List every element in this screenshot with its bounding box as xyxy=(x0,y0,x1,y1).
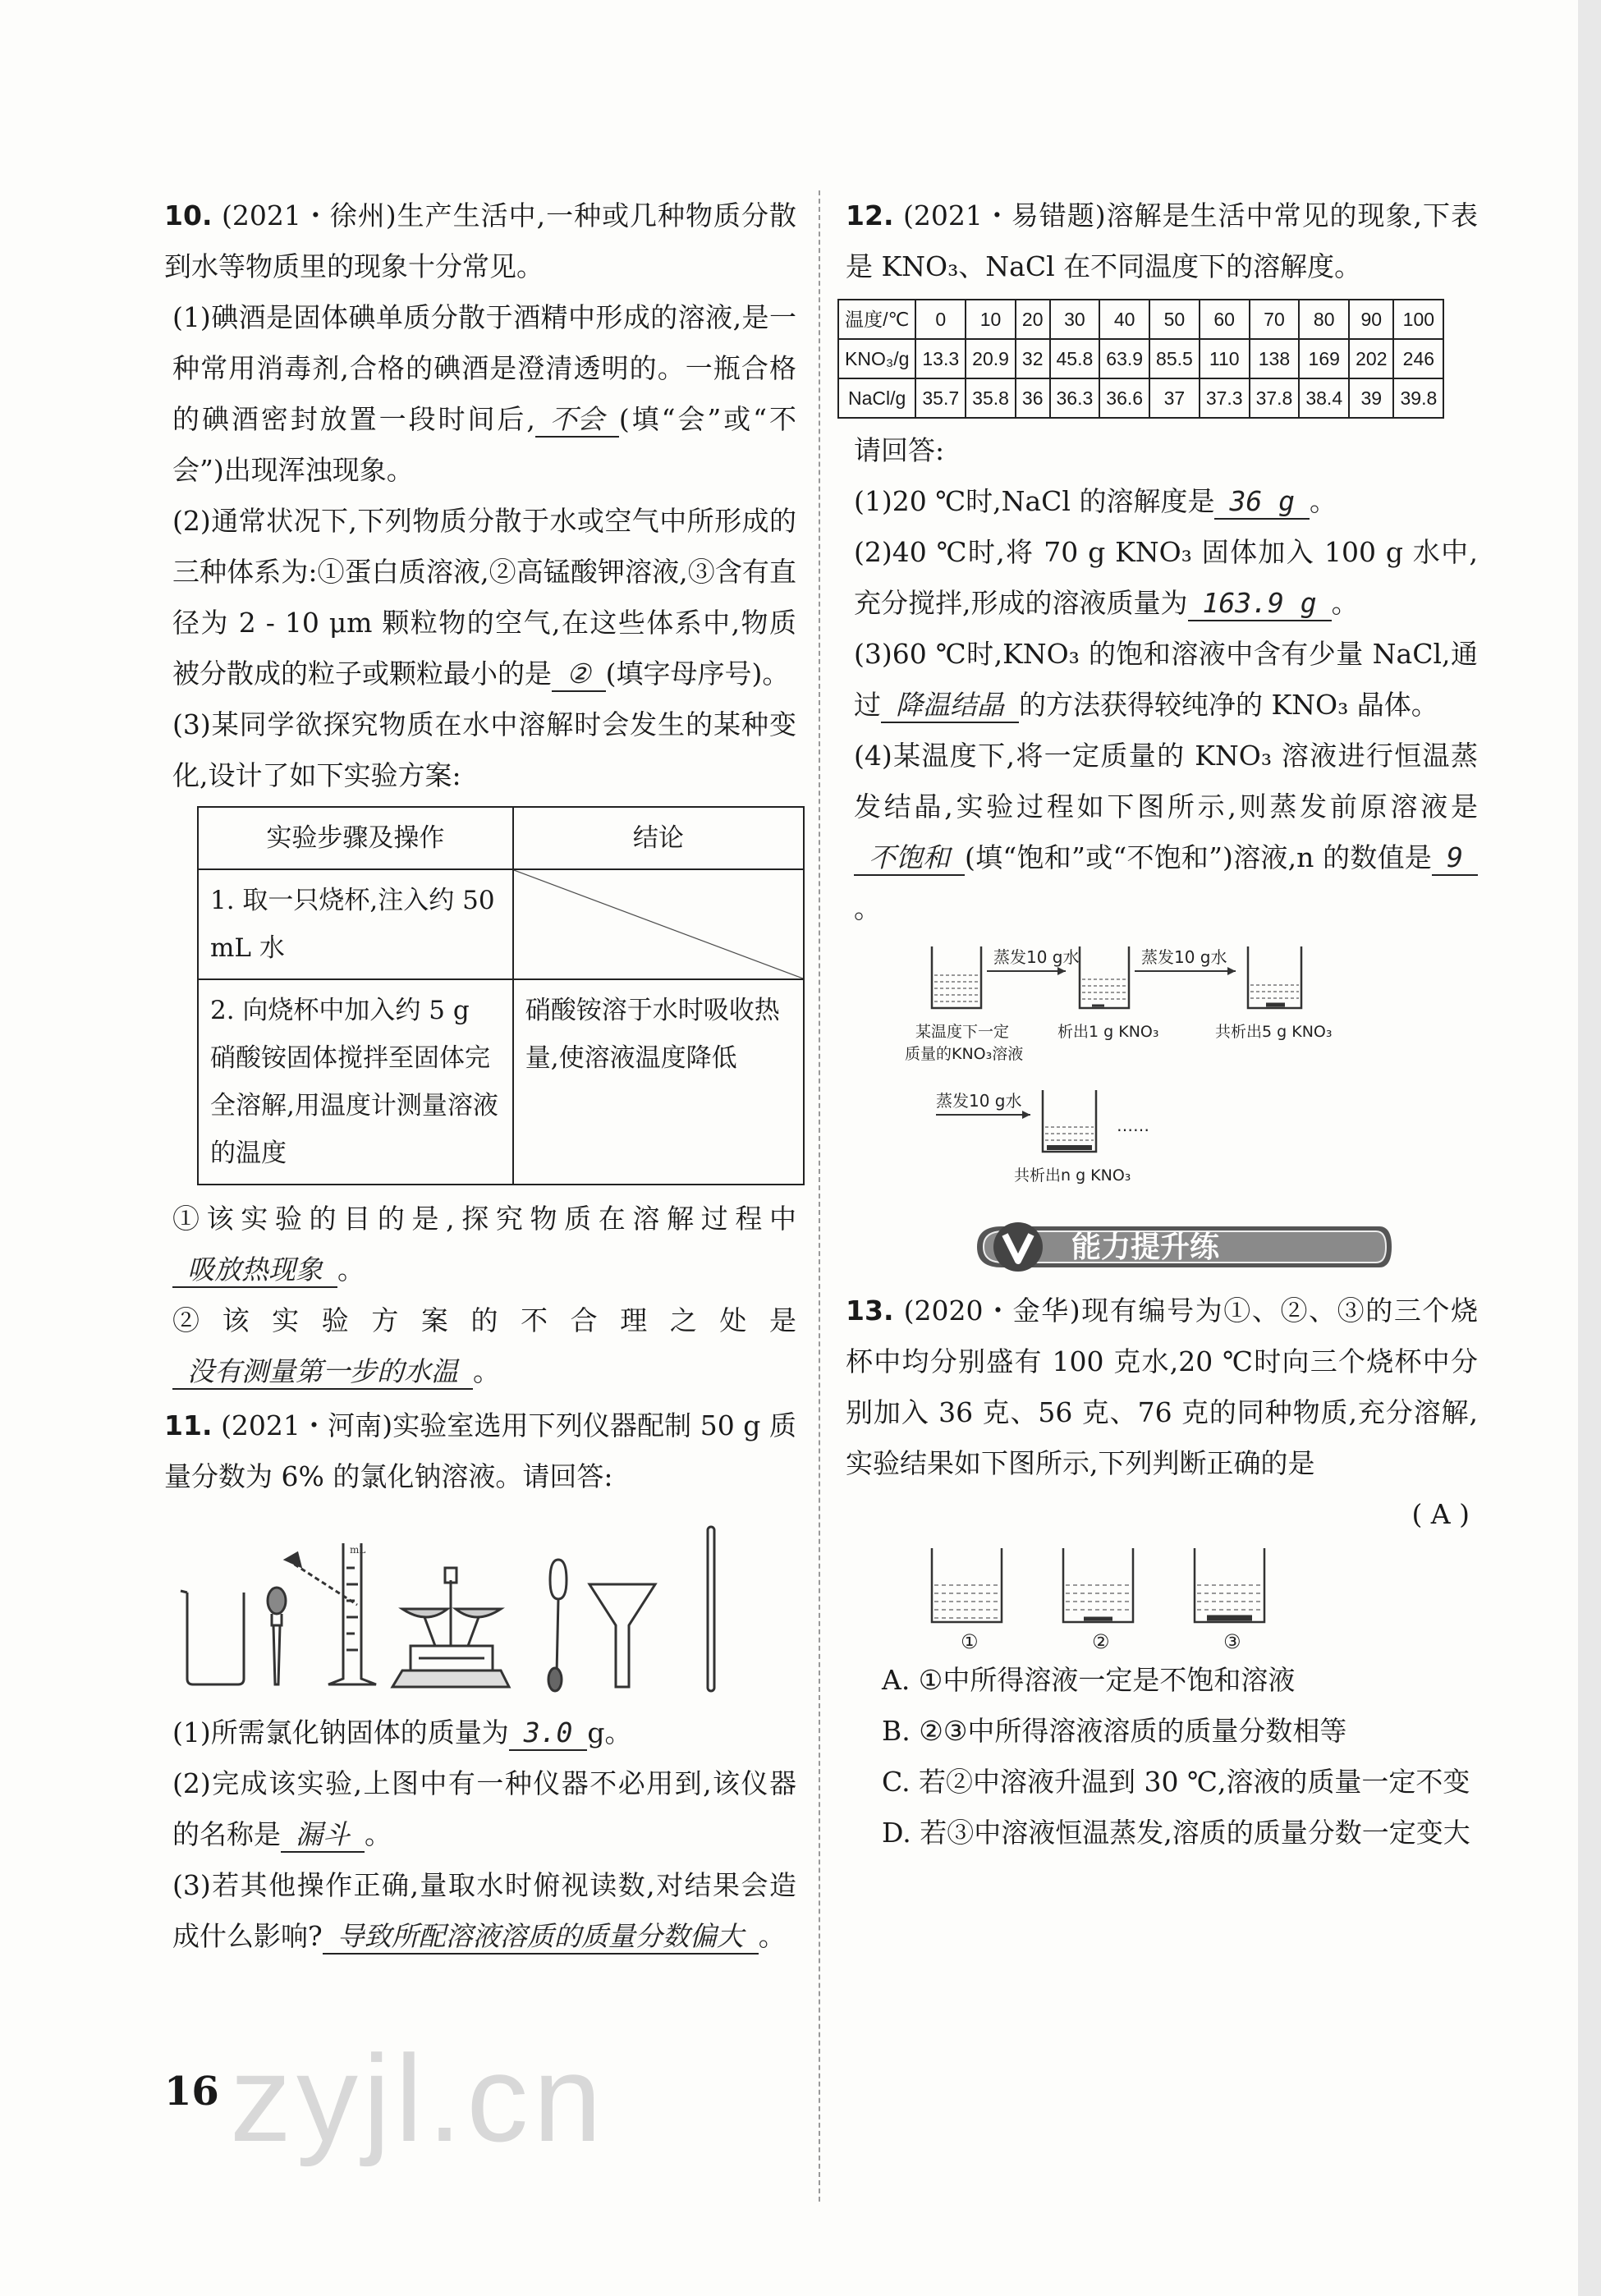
nacl-cell: 36.3 xyxy=(1050,378,1100,418)
q12-p1-text: (1)20 ℃时,NaCl 的溶解度是 xyxy=(854,485,1215,517)
q10-p2-tail: (填字母序号)。 xyxy=(605,658,790,690)
right-column xyxy=(846,190,1478,1858)
q13-choice-d: D. 若③中溶液恒温蒸发,溶质的质量分数一定变大 xyxy=(882,1817,1470,1849)
q11-p1-unit: g。 xyxy=(587,1716,632,1748)
beaker-original-icon xyxy=(932,946,981,1008)
balance-scale-icon xyxy=(392,1568,509,1687)
temp-cell: 70 xyxy=(1250,300,1300,339)
temp-cell: 80 xyxy=(1299,300,1349,339)
temp-cell: 50 xyxy=(1149,300,1200,339)
q10-s1-answer: 吸放热现象 xyxy=(172,1253,337,1288)
q12-part4: (4)某温度下,将一定质量的 KNO₃ 溶液进行恒温蒸发结晶,实验过程如下图所示,则蒸发前原溶液是不饱和 (填“饱和”或“不饱和”)溶液,n 的数值是 9。 xyxy=(854,740,1478,924)
q12-p3-text: (3)60 ℃时,KNO₃ 的饱和溶液中含有少量 NaCl,通过 xyxy=(854,638,1478,721)
q10-stem-text: 生产生活中,一种或几种物质分散到水等物质里的现象十分常见。 xyxy=(164,199,796,282)
v-badge-icon xyxy=(993,1222,1043,1272)
nacl-label: NaCl/g xyxy=(838,378,915,418)
kno3-cell: 45.8 xyxy=(1050,339,1100,378)
page-number: 16 xyxy=(164,2069,219,2115)
nacl-cell: 39.8 xyxy=(1393,378,1443,418)
kno3-label: KNO₃/g xyxy=(838,339,915,378)
temp-cell: 30 xyxy=(1050,300,1100,339)
q11-stem: 11. (2021・河南)实验室选用下列仪器配制 50 g 质量分数为 6% 的氯化钠溶液。请回答: xyxy=(164,1409,796,1492)
beaker-1-icon xyxy=(932,1548,1002,1622)
q11-p1-answer: 3.0 xyxy=(509,1716,588,1751)
q12-p4-answer: 不饱和 xyxy=(854,841,965,876)
experiment-table xyxy=(197,806,805,1185)
exp-row1-conclusion-empty xyxy=(513,869,804,979)
q13-choice-a: A. ①中所得溶液一定是不饱和溶液 xyxy=(882,1664,1296,1696)
beaker-1-label: ① xyxy=(961,1630,979,1653)
arrowhead-icon xyxy=(1022,1111,1030,1119)
q12-source: (2021・易错题) xyxy=(902,199,1106,231)
temp-cell: 0 xyxy=(915,300,966,339)
nacl-cell: 37.8 xyxy=(1250,378,1300,418)
q10-s1-text: ①该实验的目的是,探究物质在溶解过程中 xyxy=(172,1203,796,1235)
q11-p2-text: (2)完成该实验,上图中有一种仪器不必用到,该仪器的名称是 xyxy=(172,1767,796,1850)
q12-number: 12 xyxy=(846,199,883,231)
q10-s2-text: ②该实验方案的不合理之处是 xyxy=(172,1304,796,1336)
cap1-line2: 质量的KNO₃溶液 xyxy=(905,1045,1024,1063)
arrowhead-icon xyxy=(1057,967,1066,975)
q12-p4-answer2: 9 xyxy=(1432,841,1478,876)
kno3-cell: 32 xyxy=(1016,339,1050,378)
exp-row2-conclusion: 硝酸铵溶于水时吸收热量,使溶液温度降低 xyxy=(513,979,804,1185)
temp-cell: 40 xyxy=(1099,300,1149,339)
cap1-line1: 某温度下一定 xyxy=(915,1023,1010,1041)
beaker-2-icon xyxy=(1063,1548,1133,1622)
q11-part1 xyxy=(164,1707,796,1758)
q10-source: (2021・徐州) xyxy=(221,199,397,231)
watermark: zyjl.cn xyxy=(230,2029,607,2167)
ellipsis: …… xyxy=(1117,1116,1149,1135)
three-beakers-figure xyxy=(846,1540,1470,1655)
q13-stem-text: 现有编号为①、②、③的三个烧杯中均分别盛有 100 克水,20 ℃时向三个烧杯中分别加入 36 克、56 克、76 克的同种物质,充分溶解,实验结果如下图所示,下列判断正确的是 xyxy=(846,1295,1478,1479)
graduated-cylinder-icon xyxy=(286,1543,376,1684)
nacl-cell: 37.3 xyxy=(1200,378,1250,418)
solubility-table xyxy=(837,299,1444,419)
nacl-cell: 36 xyxy=(1016,378,1050,418)
exp-header-step: 实验步骤及操作 xyxy=(198,807,513,869)
kno3-cell: 85.5 xyxy=(1149,339,1200,378)
q12-p4-text: (4)某温度下,将一定质量的 KNO₃ 溶液进行恒温蒸发结晶,实验过程如下图所示,则蒸发前原溶液是 xyxy=(854,740,1478,823)
q10-p1-answer: 不会 xyxy=(535,403,619,438)
beaker-2-label: ② xyxy=(1092,1630,1110,1653)
q10-part1 xyxy=(164,292,796,496)
cap3: 共析出5 g KNO₃ xyxy=(1215,1023,1333,1041)
exp-row2-step: 2. 向烧杯中加入约 5 g 硝酸铵固体搅拌至固体完全溶解,用温度计测量溶液的温度 xyxy=(198,979,513,1185)
q10-number: 10 xyxy=(164,199,202,231)
q11-part3: (3)若其他操作正确,量取水时俯视读数,对结果会造成什么影响? 导致所配溶液溶质的质量分数偏大 。 xyxy=(164,1860,796,1962)
arrowhead-icon xyxy=(1227,967,1236,975)
q12-part1: (1)20 ℃时,NaCl 的溶解度是 36 g 。 xyxy=(846,476,1478,527)
q13-choice-c: C. 若②中溶液升温到 30 ℃,溶液的质量一定不变 xyxy=(882,1766,1470,1798)
beaker-final-icon xyxy=(1043,1090,1096,1152)
q12-p2-answer: 163.9 g xyxy=(1188,587,1332,621)
q10-s2-answer: 没有测量第一步的水温 xyxy=(172,1355,473,1390)
funnel-icon xyxy=(589,1584,655,1687)
kno3-cell: 13.3 xyxy=(915,339,966,378)
solubility-row-nacl xyxy=(838,378,1443,418)
page-edge xyxy=(1578,0,1601,2296)
q12-prompt: 请回答: xyxy=(854,434,945,466)
kno3-cell: 20.9 xyxy=(966,339,1016,378)
kno3-cell: 63.9 xyxy=(1099,339,1149,378)
nacl-cell: 39 xyxy=(1349,378,1393,418)
q10-p2-answer: ② xyxy=(552,658,606,692)
q10-p2-text: (2)通常状况下,下列物质分散于水或空气中所形成的三种体系为:①蛋白质溶液,②高锰酸钾溶液,③含有直径为 2 - 10 μm 颗粒物的空气,在这些体系中,物质被分散成的粒子或颗粒最小的是 xyxy=(172,505,796,690)
q13-answer: ( A ) xyxy=(1411,1498,1470,1530)
nacl-cell: 37 xyxy=(1149,378,1200,418)
q11-number: 11 xyxy=(164,1409,202,1441)
q10-sub2: ②该实验方案的不合理之处是没有测量第一步的水温 。 xyxy=(164,1295,796,1397)
q12-part2: (2)40 ℃时,将 70 g KNO₃ 固体加入 100 g 水中,充分搅拌,形成的溶液质量为 163.9 g 。 xyxy=(846,527,1478,629)
lab-instruments-figure xyxy=(164,1502,788,1707)
q11-p1-text: (1)所需氯化钠固体的质量为 xyxy=(172,1716,509,1748)
banner-graphic xyxy=(969,1220,1396,1274)
temp-cell: 90 xyxy=(1349,300,1393,339)
glass-rod-icon xyxy=(708,1527,714,1691)
q13-stem: 13. (2020・金华)现有编号为①、②、③的三个烧杯中均分别盛有 100 克水,20 ℃时向三个烧杯中分别加入 36 克、56 克、76 克的同种物质,充分溶解,实验结果如下图所示,下列判断正确的是 xyxy=(846,1295,1478,1479)
q11-p3-answer: 导致所配溶液溶质的质量分数偏大 xyxy=(323,1920,759,1955)
ability-section-banner xyxy=(969,1220,1396,1274)
q13-number: 13 xyxy=(846,1295,883,1327)
q11-stem-text: 实验室选用下列仪器配制 50 g 质量分数为 6% 的氯化钠溶液。请回答: xyxy=(164,1409,796,1492)
beaker-second-icon xyxy=(1080,946,1129,1008)
temp-cell: 100 xyxy=(1393,300,1443,339)
temp-cell: 60 xyxy=(1200,300,1250,339)
q12-part3 xyxy=(846,629,1478,731)
q10-part3: (3)某同学欲探究物质在水中溶解时会发生的某种变化,设计了如下实验方案: xyxy=(172,708,796,791)
evap-step-label-1: 蒸发10 g水 xyxy=(993,947,1080,967)
section-banner-title: 能力提升练 xyxy=(1071,1230,1220,1264)
temp-cell: 20 xyxy=(1016,300,1050,339)
solubility-row-temp xyxy=(838,300,1443,339)
q12-p2-text: (2)40 ℃时,将 70 g KNO₃ 固体加入 100 g 水中,充分搅拌,形成的溶液质量为 xyxy=(854,536,1478,619)
q11-p2-answer: 漏斗 xyxy=(281,1818,365,1853)
q13-source: (2020・金华) xyxy=(903,1295,1080,1327)
evap-step-label-2: 蒸发10 g水 xyxy=(1141,947,1227,967)
q10-sub1: ①该实验的目的是,探究物质在溶解过程中吸放热现象 。 xyxy=(164,1194,796,1295)
kno3-cell: 110 xyxy=(1200,339,1250,378)
q10-part2 xyxy=(164,496,796,699)
beaker-icon xyxy=(181,1591,244,1684)
beaker-3-icon xyxy=(1195,1548,1264,1622)
q12-stem: 12. (2021・易错题)溶解是生活中常见的现象,下表是 KNO₃、NaCl 在不同温度下的溶解度。 xyxy=(846,199,1478,282)
nacl-cell: 36.6 xyxy=(1099,378,1149,418)
q12-p1-answer: 36 g xyxy=(1214,485,1309,520)
q12-p3-tail: 的方法获得较纯净的 KNO₃ 晶体。 xyxy=(1019,689,1438,721)
solubility-header-label: 温度/℃ xyxy=(838,300,915,339)
beaker-3-label: ③ xyxy=(1223,1630,1241,1653)
exp-header-conclusion: 结论 xyxy=(513,807,804,869)
evap-step-label-3: 蒸发10 g水 xyxy=(936,1091,1022,1111)
cap4: 共析出n g KNO₃ xyxy=(1014,1166,1131,1185)
kno3-cell: 202 xyxy=(1349,339,1393,378)
column-divider xyxy=(819,190,820,2202)
q13-choice-b: B. ②③中所得溶液溶质的质量分数相等 xyxy=(882,1715,1347,1747)
spoon-spatula-icon xyxy=(548,1560,567,1691)
nacl-cell: 35.7 xyxy=(915,378,966,418)
q12-stem-text: 溶解是生活中常见的现象,下表是 KNO₃、NaCl 在不同温度下的溶解度。 xyxy=(846,199,1478,282)
solubility-row-kno3 xyxy=(838,339,1443,378)
nacl-cell: 38.4 xyxy=(1299,378,1349,418)
q11-source: (2021・河南) xyxy=(221,1409,393,1441)
kno3-cell: 169 xyxy=(1299,339,1349,378)
q12-p3-answer: 降温结晶 xyxy=(881,689,1019,723)
q13-answer-bracket xyxy=(846,1489,1478,1540)
temp-cell: 10 xyxy=(966,300,1016,339)
exp-row1-step: 1. 取一只烧杯,注入约 50 mL 水 xyxy=(198,869,513,979)
cap2: 析出1 g KNO₃ xyxy=(1057,1023,1159,1041)
kno3-cell: 246 xyxy=(1393,339,1443,378)
q10-p1-tail: (填“会”或“不会”)出现浑浊现象。 xyxy=(172,403,796,486)
q10-p1-text: (1)碘酒是固体碘单质分散于酒精中形成的溶液,是一种常用消毒剂,合格的碘酒是澄清透明的。一瓶合格的碘酒密封放置一段时间后, xyxy=(172,301,796,435)
q12-p4-mid: (填“饱和”或“不饱和”)溶液,n 的数值是 xyxy=(965,841,1433,873)
left-column xyxy=(164,190,796,1962)
q10-stem: 10. (2021・徐州)生产生活中,一种或几种物质分散到水等物质里的现象十分常见。 xyxy=(164,199,796,282)
evaporation-diagram xyxy=(846,934,1470,1205)
nacl-cell: 35.8 xyxy=(966,378,1016,418)
q11-p3-text: (3)若其他操作正确,量取水时俯视读数,对结果会造成什么影响? xyxy=(172,1869,796,1952)
cylinder-unit-label: mL xyxy=(350,1544,366,1556)
kno3-cell: 138 xyxy=(1250,339,1300,378)
q11-part2: (2)完成该实验,上图中有一种仪器不必用到,该仪器的名称是 漏斗 。 xyxy=(164,1758,796,1860)
dropper-icon xyxy=(268,1588,286,1684)
beaker-third-icon xyxy=(1248,946,1301,1008)
